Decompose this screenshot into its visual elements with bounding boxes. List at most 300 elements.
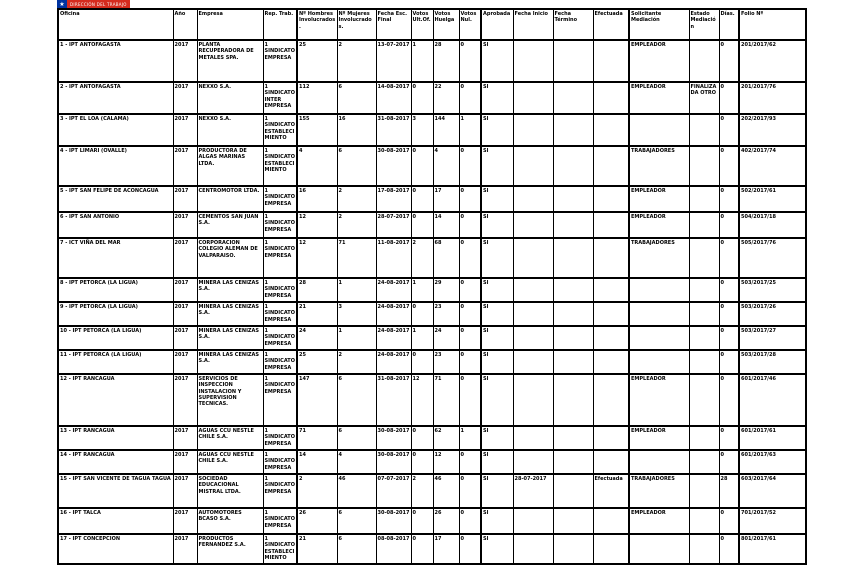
table-cell: AGUAS CCU NESTLE CHILE S.A.: [197, 426, 263, 450]
table-cell: 10 - IPT PETORCA (LA LIGUA): [58, 326, 173, 350]
table-cell: 12: [297, 212, 337, 238]
table-cell: [593, 326, 629, 350]
table-cell: MINERA LAS CENIZAS S.A.: [197, 278, 263, 302]
table-cell: 17: [433, 186, 459, 212]
table-cell: 4: [337, 450, 376, 474]
table-cell: [593, 40, 629, 82]
table-cell: 1 - IPT ANTOFAGASTA: [58, 40, 173, 82]
table-cell: 21: [297, 534, 337, 564]
table-cell: [629, 450, 689, 474]
table-cell: 1 SINDICATO EMPRESA: [263, 374, 297, 426]
table-cell: SI: [481, 474, 513, 508]
table-cell: [629, 326, 689, 350]
table-row: [58, 374, 806, 426]
table-cell: 4: [297, 146, 337, 186]
table-cell: SI: [481, 326, 513, 350]
table-cell: 504/2017/18: [739, 212, 806, 238]
header-cell: Folio Nº: [739, 9, 806, 40]
table-cell: SI: [481, 238, 513, 278]
table-cell: 0: [411, 302, 433, 326]
table-row: [58, 474, 806, 508]
mediation-registry-table: [57, 8, 807, 565]
table-cell: 0: [719, 238, 739, 278]
table-cell: 2: [297, 474, 337, 508]
table-cell: SI: [481, 82, 513, 114]
table-cell: 1 SINDICATO EMPRESA: [263, 474, 297, 508]
table-cell: 2017: [173, 426, 197, 450]
table-cell: 1: [337, 326, 376, 350]
header-cell: Solicitante Mediación: [629, 9, 689, 40]
table-cell: Efectuada: [593, 474, 629, 508]
table-cell: 24-08-2017: [376, 278, 411, 302]
table-cell: [689, 186, 719, 212]
table-cell: 503/2017/27: [739, 326, 806, 350]
table-cell: 2017: [173, 350, 197, 374]
table-cell: SI: [481, 374, 513, 426]
table-cell: PRODUCTORA DE ALGAS MARINAS LTDA.: [197, 146, 263, 186]
table-cell: 0: [459, 326, 481, 350]
table-cell: [689, 374, 719, 426]
table-cell: 30-08-2017: [376, 146, 411, 186]
table-cell: 46: [433, 474, 459, 508]
table-row: [58, 508, 806, 534]
table-cell: SI: [481, 278, 513, 302]
table-cell: 22: [433, 82, 459, 114]
table-cell: EMPLEADOR: [629, 186, 689, 212]
table-cell: [689, 474, 719, 508]
table-cell: [629, 114, 689, 146]
table-cell: MINERA LAS CENIZAS S.A.: [197, 350, 263, 374]
table-cell: 6: [337, 82, 376, 114]
table-cell: 71: [433, 374, 459, 426]
table-cell: 0: [411, 350, 433, 374]
table-cell: [553, 212, 593, 238]
table-cell: 13-07-2017: [376, 40, 411, 82]
table-cell: 503/2017/28: [739, 350, 806, 374]
table-cell: 0: [719, 450, 739, 474]
table-cell: 12: [433, 450, 459, 474]
table-row: [58, 212, 806, 238]
table-cell: 14-08-2017: [376, 82, 411, 114]
table-cell: 15 - IPT SAN VICENTE DE TAGUA TAGUA: [58, 474, 173, 508]
table-cell: 2017: [173, 474, 197, 508]
table-row: [58, 40, 806, 82]
table-cell: 2: [337, 350, 376, 374]
table-cell: [593, 426, 629, 450]
table-cell: 17: [433, 534, 459, 564]
table-cell: 0: [719, 350, 739, 374]
table-cell: 6: [337, 426, 376, 450]
table-cell: [689, 302, 719, 326]
table-cell: 0: [411, 534, 433, 564]
table-row: [58, 426, 806, 450]
table-cell: 2017: [173, 114, 197, 146]
table-cell: 0: [459, 508, 481, 534]
table-cell: [513, 534, 553, 564]
table-cell: 2017: [173, 450, 197, 474]
table-cell: 2: [337, 186, 376, 212]
header-cell: Fecha Término: [553, 9, 593, 40]
table-cell: [513, 146, 553, 186]
table-cell: 1 SINDICATO ESTABLECIMIENTO: [263, 534, 297, 564]
table-cell: [553, 302, 593, 326]
table-cell: 46: [337, 474, 376, 508]
table-cell: [553, 350, 593, 374]
table-row: [58, 302, 806, 326]
table-cell: 12 - IPT RANCAGUA: [58, 374, 173, 426]
table-cell: [593, 212, 629, 238]
table-cell: [629, 350, 689, 374]
table-cell: 2017: [173, 278, 197, 302]
header-cell: Empresa: [197, 9, 263, 40]
table-cell: 2: [337, 212, 376, 238]
table-cell: [553, 114, 593, 146]
table-cell: [553, 508, 593, 534]
table-cell: [553, 534, 593, 564]
table-cell: 0: [719, 508, 739, 534]
table-cell: [513, 508, 553, 534]
table-cell: 201/2017/62: [739, 40, 806, 82]
table-cell: 2 - IPT ANTOFAGASTA: [58, 82, 173, 114]
table-cell: FINALIZADA OTRO: [689, 82, 719, 114]
table-cell: [513, 186, 553, 212]
table-cell: 2017: [173, 508, 197, 534]
table-cell: [689, 426, 719, 450]
table-cell: 0: [719, 278, 739, 302]
table-cell: 3: [411, 114, 433, 146]
table-row: [58, 82, 806, 114]
table-cell: 147: [297, 374, 337, 426]
table-cell: 1 SINDICATO EMPRESA: [263, 238, 297, 278]
table-cell: 0: [411, 212, 433, 238]
table-row: [58, 186, 806, 212]
table-cell: 801/2017/61: [739, 534, 806, 564]
table-cell: [513, 426, 553, 450]
table-cell: CENTROMOTOR LTDA.: [197, 186, 263, 212]
table-cell: 25: [297, 350, 337, 374]
table-cell: [689, 146, 719, 186]
table-cell: 1 SINDICATO EMPRESA: [263, 186, 297, 212]
table-cell: [553, 186, 593, 212]
table-cell: 155: [297, 114, 337, 146]
table-cell: MINERA LAS CENIZAS S.A.: [197, 326, 263, 350]
table-cell: [553, 450, 593, 474]
table-cell: [593, 302, 629, 326]
table-cell: 3: [337, 302, 376, 326]
table-row: [58, 350, 806, 374]
table-cell: 0: [719, 82, 739, 114]
table-cell: 0: [459, 238, 481, 278]
table-cell: EMPLEADOR: [629, 40, 689, 82]
table-cell: 0: [459, 474, 481, 508]
table-cell: 16 - IPT TALCA: [58, 508, 173, 534]
table-cell: 28-07-2017: [513, 474, 553, 508]
table-cell: 1 SINDICATO EMPRESA: [263, 350, 297, 374]
table-cell: 6: [337, 374, 376, 426]
table-cell: 0: [719, 212, 739, 238]
table-cell: 28: [433, 40, 459, 82]
table-cell: 14: [433, 212, 459, 238]
table-cell: 62: [433, 426, 459, 450]
table-cell: EMPLEADOR: [629, 374, 689, 426]
table-cell: 08-08-2017: [376, 534, 411, 564]
table-cell: 4 - IPT LIMARI (OVALLE): [58, 146, 173, 186]
table-cell: 1 SINDICATO EMPRESA: [263, 508, 297, 534]
table-cell: 0: [719, 302, 739, 326]
header-cell: Efectuada: [593, 9, 629, 40]
table-cell: 0: [719, 374, 739, 426]
table-cell: [689, 326, 719, 350]
table-cell: [513, 326, 553, 350]
table-cell: 24-08-2017: [376, 350, 411, 374]
table-cell: 23: [433, 350, 459, 374]
table-cell: [689, 238, 719, 278]
table-cell: 14 - IPT RANCAGUA: [58, 450, 173, 474]
table-cell: [553, 40, 593, 82]
table-cell: 1: [337, 278, 376, 302]
table-cell: 1 SINDICATO EMPRESA: [263, 326, 297, 350]
table-cell: 0: [459, 82, 481, 114]
table-cell: 21: [297, 302, 337, 326]
table-cell: 26: [433, 508, 459, 534]
table-cell: 71: [337, 238, 376, 278]
table-cell: [593, 186, 629, 212]
table-cell: EMPLEADOR: [629, 426, 689, 450]
table-cell: [553, 278, 593, 302]
table-cell: 1: [411, 278, 433, 302]
table-cell: [593, 508, 629, 534]
table-cell: [513, 40, 553, 82]
table-cell: [513, 374, 553, 426]
table-cell: 603/2017/64: [739, 474, 806, 508]
table-cell: 0: [459, 374, 481, 426]
table-cell: 24-08-2017: [376, 326, 411, 350]
table-cell: 2: [411, 474, 433, 508]
table-cell: 0: [411, 146, 433, 186]
table-cell: 0: [719, 40, 739, 82]
table-cell: SI: [481, 186, 513, 212]
header-cell: Votos Ult.Of.: [411, 9, 433, 40]
table-cell: [629, 278, 689, 302]
table-cell: [513, 450, 553, 474]
table-cell: 0: [459, 40, 481, 82]
table-cell: 0: [411, 450, 433, 474]
table-cell: [513, 82, 553, 114]
table-cell: [593, 534, 629, 564]
table-cell: 12: [411, 374, 433, 426]
table-cell: 1 SINDICATO EMPRESA: [263, 302, 297, 326]
table-cell: 6: [337, 534, 376, 564]
table-cell: [593, 146, 629, 186]
table-cell: 0: [411, 82, 433, 114]
table-cell: 0: [719, 426, 739, 450]
table-cell: [593, 238, 629, 278]
table-cell: EMPLEADOR: [629, 212, 689, 238]
table-row: [58, 114, 806, 146]
table-cell: EMPLEADOR: [629, 82, 689, 114]
table-cell: 1 SINDICATO EMPRESA: [263, 40, 297, 82]
table-cell: 25: [297, 40, 337, 82]
table-cell: 505/2017/76: [739, 238, 806, 278]
table-cell: [593, 450, 629, 474]
table-row: [58, 326, 806, 350]
table-cell: 601/2017/46: [739, 374, 806, 426]
table-cell: 6: [337, 146, 376, 186]
table-cell: 1 SINDICATO ESTABLECIMIENTO: [263, 146, 297, 186]
table-cell: 9 - IPT PETORCA (LA LIGUA): [58, 302, 173, 326]
table-cell: 28-07-2017: [376, 212, 411, 238]
table-cell: 601/2017/61: [739, 426, 806, 450]
table-cell: 2017: [173, 302, 197, 326]
table-cell: 2017: [173, 326, 197, 350]
table-cell: [593, 114, 629, 146]
table-cell: 1 SINDICATO EMPRESA: [263, 212, 297, 238]
table-cell: 5 - IPT SAN FELIPE DE ACONCAGUA: [58, 186, 173, 212]
table-cell: 28: [297, 278, 337, 302]
table-cell: SI: [481, 40, 513, 82]
table-cell: 0: [719, 534, 739, 564]
table-cell: [689, 212, 719, 238]
table-cell: SI: [481, 450, 513, 474]
table-cell: 3 - IPT EL LOA (CALAMA): [58, 114, 173, 146]
header-cell: Fecha Esc. Final: [376, 9, 411, 40]
table-row: [58, 146, 806, 186]
table-cell: TRABAJADORES: [629, 146, 689, 186]
table-cell: 31-08-2017: [376, 374, 411, 426]
table-cell: [629, 534, 689, 564]
table-cell: 2: [337, 40, 376, 82]
table-cell: 112: [297, 82, 337, 114]
table-cell: SERVICIOS DE INSPECCION INSTALACION Y SUPERVISION TECNICAS.: [197, 374, 263, 426]
table-cell: 0: [719, 114, 739, 146]
table-cell: SI: [481, 212, 513, 238]
table-cell: MINERA LAS CENIZAS S.A.: [197, 302, 263, 326]
table-cell: [513, 302, 553, 326]
table-cell: 6: [337, 508, 376, 534]
table-cell: 0: [459, 212, 481, 238]
table-cell: 2017: [173, 186, 197, 212]
table-cell: 24-08-2017: [376, 302, 411, 326]
table-cell: 144: [433, 114, 459, 146]
table-cell: 12: [297, 238, 337, 278]
table-cell: 14: [297, 450, 337, 474]
table-cell: [553, 82, 593, 114]
header-cell: Año: [173, 9, 197, 40]
table-cell: 2017: [173, 238, 197, 278]
table-cell: 503/2017/25: [739, 278, 806, 302]
table-cell: 29: [433, 278, 459, 302]
table-cell: 0: [459, 450, 481, 474]
table-cell: 0: [411, 508, 433, 534]
table-cell: [593, 82, 629, 114]
table-cell: 2017: [173, 40, 197, 82]
header-cell: Votos Nul.: [459, 9, 481, 40]
table-cell: 2017: [173, 374, 197, 426]
table-cell: 202/2017/93: [739, 114, 806, 146]
table-cell: [689, 508, 719, 534]
table-cell: [689, 114, 719, 146]
table-cell: 0: [719, 326, 739, 350]
table-cell: 502/2017/61: [739, 186, 806, 212]
table-cell: SI: [481, 508, 513, 534]
table-cell: 28: [719, 474, 739, 508]
table-cell: 24: [297, 326, 337, 350]
table-cell: [553, 426, 593, 450]
table-cell: [593, 278, 629, 302]
table-cell: [513, 212, 553, 238]
table-cell: [593, 350, 629, 374]
table-row: [58, 238, 806, 278]
table-cell: 1: [459, 114, 481, 146]
table-cell: 17-08-2017: [376, 186, 411, 212]
table-cell: 0: [719, 146, 739, 186]
table-cell: [553, 326, 593, 350]
table-cell: 2017: [173, 534, 197, 564]
header-cell: Nº Mujeres Involucrados.: [337, 9, 376, 40]
table-cell: AUTOMOTORES BCASO S.A.: [197, 508, 263, 534]
table-row: [58, 534, 806, 564]
table-cell: 13 - IPT RANCAGUA: [58, 426, 173, 450]
table-cell: PRODUCTOS FERNANDEZ S.A.: [197, 534, 263, 564]
table-cell: 17 - IPT CONCEPCION: [58, 534, 173, 564]
table-cell: SI: [481, 302, 513, 326]
table-cell: 1 SINDICATO INTER EMPRESA: [263, 82, 297, 114]
table-cell: 1 SINDICATO EMPRESA: [263, 278, 297, 302]
table-cell: [513, 114, 553, 146]
table-cell: 201/2017/76: [739, 82, 806, 114]
table-cell: 30-08-2017: [376, 450, 411, 474]
table-cell: 4: [433, 146, 459, 186]
table-cell: SI: [481, 114, 513, 146]
table-cell: 0: [459, 186, 481, 212]
table-cell: 23: [433, 302, 459, 326]
table-cell: 2017: [173, 146, 197, 186]
table-cell: 7 - ICT VIÑA DEL MAR: [58, 238, 173, 278]
table-cell: 16: [297, 186, 337, 212]
table-cell: 2017: [173, 82, 197, 114]
chile-flag-emblem-icon: ★: [57, 0, 67, 9]
header-cell: Días.: [719, 9, 739, 40]
table-cell: 1: [411, 326, 433, 350]
table-cell: 402/2017/74: [739, 146, 806, 186]
logo-banner-text: DIRECCIÓN DEL TRABAJO: [67, 0, 130, 9]
table-cell: 16: [337, 114, 376, 146]
header-cell: Nº Hombres Involucrados.: [297, 9, 337, 40]
table-cell: TRABAJADORES: [629, 238, 689, 278]
table-cell: SI: [481, 426, 513, 450]
table-cell: 2017: [173, 212, 197, 238]
table-cell: 503/2017/26: [739, 302, 806, 326]
table-cell: [513, 350, 553, 374]
header-cell: Rep. Trab.: [263, 9, 297, 40]
table-cell: 1 SINDICATO EMPRESA: [263, 426, 297, 450]
table-cell: 24: [433, 326, 459, 350]
header-cell: Fecha Inicio: [513, 9, 553, 40]
table-cell: 0: [459, 350, 481, 374]
table-row: [58, 450, 806, 474]
table-cell: 0: [459, 146, 481, 186]
table-cell: CORPORACION COLEGIO ALEMAN DE VALPARAISO.: [197, 238, 263, 278]
table-cell: 0: [459, 302, 481, 326]
table-cell: [689, 278, 719, 302]
table-cell: 0: [719, 186, 739, 212]
table-cell: [553, 146, 593, 186]
table-row: [58, 278, 806, 302]
table-cell: 68: [433, 238, 459, 278]
table-cell: [689, 534, 719, 564]
table-cell: 31-08-2017: [376, 114, 411, 146]
table-cell: [593, 374, 629, 426]
